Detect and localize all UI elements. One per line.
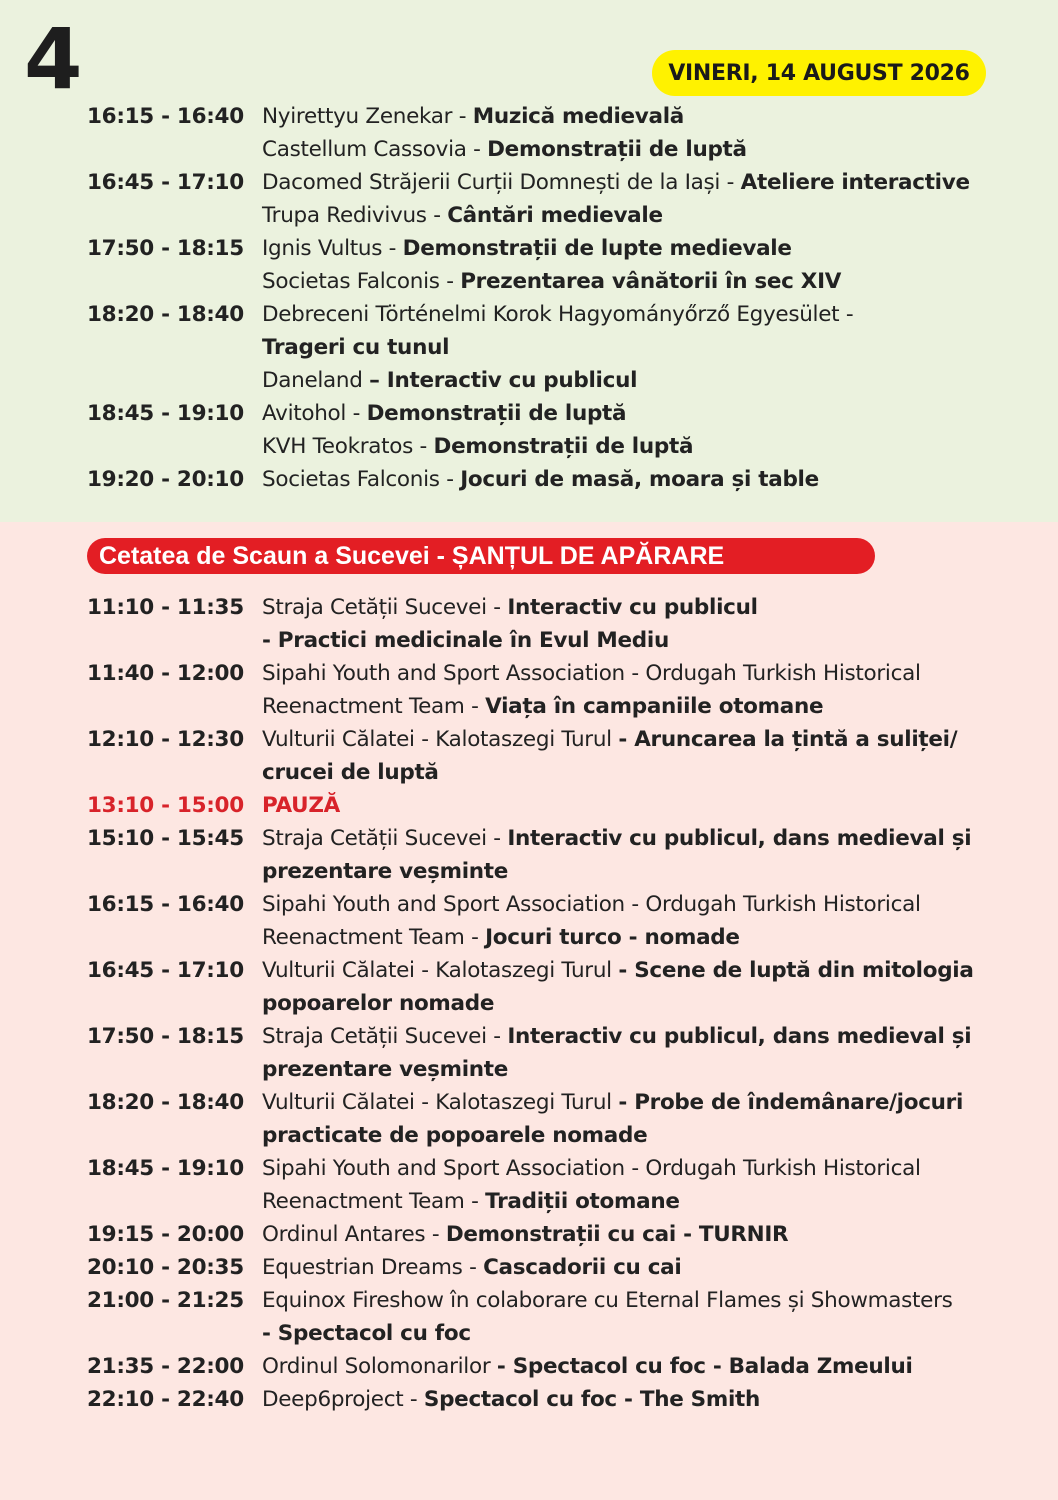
activity-name: Demonstrații de luptă	[366, 401, 627, 426]
activity-name: Muzică medievală	[472, 104, 684, 129]
activity-name: Prezentarea vânătorii în sec XIV	[460, 269, 842, 294]
activity-name: Cântări medievale	[447, 203, 663, 228]
performer-name: Societas Falconis -	[262, 269, 461, 294]
performer-name: Sipahi Youth and Sport Association - Ordugah Turkish Historical	[262, 892, 921, 917]
page-number: 4	[24, 10, 83, 108]
activity-name: - Scene de luptă din mitologia	[618, 958, 974, 983]
schedule-entry	[262, 756, 439, 789]
schedule-entry	[262, 364, 637, 397]
schedule-entry	[262, 1383, 760, 1416]
schedule-entry	[262, 855, 508, 888]
performer-name: Deep6project -	[262, 1387, 424, 1412]
schedule-entry	[262, 1350, 913, 1383]
activity-name: Interactiv cu publicul, dans medieval și	[507, 826, 972, 851]
schedule-entry	[262, 1317, 471, 1350]
performer-name: Equestrian Dreams -	[262, 1255, 484, 1280]
schedule-entry	[262, 463, 819, 496]
schedule-entry	[262, 265, 841, 298]
date-badge: VINERI, 14 AUGUST 2026	[652, 50, 986, 96]
schedule-entry	[262, 1218, 788, 1251]
activity-name: prezentare veșminte	[262, 859, 509, 884]
activity-name: Demonstrații de luptă	[487, 137, 747, 162]
performer-name: Ordinul Solomonarilor	[262, 1354, 497, 1379]
schedule-entry	[262, 397, 626, 430]
schedule-time: 11:10 - 11:35	[87, 595, 244, 620]
schedule-time: 17:50 - 18:15	[87, 1024, 244, 1049]
schedule-entry	[262, 133, 747, 166]
schedule-entry	[262, 657, 921, 690]
schedule-entry	[262, 723, 957, 756]
schedule-time: 17:50 - 18:15	[87, 236, 244, 261]
activity-name: Interactiv cu publicul	[507, 595, 758, 620]
performer-name: Castellum Cassovia -	[262, 137, 488, 162]
performer-name: Daneland	[262, 368, 370, 393]
schedule-entry	[262, 199, 663, 232]
performer-name: Straja Cetății Sucevei -	[262, 1024, 508, 1049]
schedule-entry	[262, 1251, 681, 1284]
performer-name: Vulturii Călatei - Kalotaszegi Turul	[262, 958, 619, 983]
schedule-entry	[262, 1053, 508, 1086]
schedule-time: 16:15 - 16:40	[87, 104, 244, 129]
performer-name: Sipahi Youth and Sport Association - Ordugah Turkish Historical	[262, 661, 921, 686]
activity-name: Spectacol cu foc - The Smith	[423, 1387, 761, 1412]
schedule-time: 19:15 - 20:00	[87, 1222, 244, 1247]
activity-name: - Practici medicinale în Evul Mediu	[262, 628, 669, 653]
schedule-entry	[262, 430, 693, 463]
schedule-time: 11:40 - 12:00	[87, 661, 244, 686]
schedule-entry	[262, 1020, 971, 1053]
performer-name: Avitohol -	[262, 401, 367, 426]
activity-name: PAUZĂ	[262, 793, 340, 818]
activity-name: - Spectacol cu foc	[262, 1321, 471, 1346]
performer-name: Ordinul Antares -	[262, 1222, 446, 1247]
activity-name: Interactiv cu publicul, dans medieval și	[507, 1024, 972, 1049]
performer-name: Trupa Redivivus -	[262, 203, 448, 228]
activity-name: Cascadorii cu cai	[483, 1255, 682, 1280]
schedule-time: 18:20 - 18:40	[87, 302, 244, 327]
schedule-entry	[262, 987, 494, 1020]
schedule-time: 16:45 - 17:10	[87, 170, 244, 195]
activity-name: Demonstrații cu cai - TURNIR	[445, 1222, 789, 1247]
performer-name: Sipahi Youth and Sport Association - Ordugah Turkish Historical	[262, 1156, 921, 1181]
performer-name: Reenactment Team -	[262, 925, 486, 950]
schedule-entry	[262, 690, 823, 723]
performer-name: Equinox Fireshow în colaborare cu Eternal Flames și Showmasters	[262, 1288, 953, 1313]
schedule-time: 15:10 - 15:45	[87, 826, 244, 851]
activity-name: Trageri cu tunul	[262, 335, 450, 360]
schedule-entry	[262, 624, 669, 657]
schedule-entry	[262, 1185, 680, 1218]
schedule-entry	[262, 591, 758, 624]
activity-name: Tradiții otomane	[485, 1189, 680, 1214]
schedule-entry	[262, 888, 921, 921]
schedule-entry	[262, 954, 974, 987]
schedule-time: 16:45 - 17:10	[87, 958, 244, 983]
schedule-entry	[262, 232, 792, 265]
schedule-time: 21:35 - 22:00	[87, 1354, 244, 1379]
schedule-time: 18:45 - 19:10	[87, 401, 244, 426]
activity-name: Demonstrații de lupte medievale	[402, 236, 792, 261]
activity-name: popoarelor nomade	[262, 991, 495, 1016]
activity-name: Jocuri turco - nomade	[485, 925, 740, 950]
performer-name: Vulturii Călatei - Kalotaszegi Turul	[262, 1090, 619, 1115]
schedule-entry	[262, 166, 970, 199]
activity-name: - Spectacol cu foc - Balada Zmeului	[496, 1354, 913, 1379]
schedule-entry	[262, 331, 449, 364]
performer-name: Societas Falconis -	[262, 467, 461, 492]
schedule-time: 19:20 - 20:10	[87, 467, 244, 492]
activity-name: Jocuri de masă, moara și table	[460, 467, 819, 492]
performer-name: Vulturii Călatei - Kalotaszegi Turul	[262, 727, 619, 752]
performer-name: Straja Cetății Sucevei -	[262, 826, 508, 851]
performer-name: Ignis Vultus -	[262, 236, 403, 261]
schedule-entry	[262, 1119, 647, 1152]
activity-name: Ateliere interactive	[740, 170, 970, 195]
schedule-entry	[262, 1284, 953, 1317]
schedule-entry	[262, 1086, 963, 1119]
performer-name: Nyirettyu Zenekar -	[262, 104, 473, 129]
activity-name: crucei de luptă	[262, 760, 439, 785]
activity-name: - Aruncarea la țintă a suliței/	[618, 727, 958, 752]
activity-name: - Probe de îndemânare/jocuri	[618, 1090, 964, 1115]
schedule-time: 22:10 - 22:40	[87, 1387, 244, 1412]
activity-name: – Interactiv cu publicul	[369, 368, 638, 393]
schedule-entry	[262, 921, 740, 954]
performer-name: Reenactment Team -	[262, 694, 486, 719]
activity-name: Viața în campaniile otomane	[485, 694, 824, 719]
performer-name: Straja Cetății Sucevei -	[262, 595, 508, 620]
activity-name: Demonstrații de luptă	[433, 434, 694, 459]
performer-name: KVH Teokratos -	[262, 434, 434, 459]
performer-name: Reenactment Team -	[262, 1189, 486, 1214]
venue-banner: Cetatea de Scaun a Sucevei - ȘANȚUL DE APĂRARE	[87, 538, 875, 574]
schedule-entry	[262, 298, 853, 331]
performer-name: Dacomed Străjerii Curții Domnești de la Iași -	[262, 170, 741, 195]
schedule-entry	[262, 100, 684, 133]
activity-name: practicate de popoarele nomade	[262, 1123, 648, 1148]
schedule-entry	[262, 1152, 921, 1185]
schedule-time: 18:45 - 19:10	[87, 1156, 244, 1181]
performer-name: Debreceni Történelmi Korok Hagyományőrző Egyesület -	[262, 302, 854, 327]
schedule-time: 13:10 - 15:00	[87, 793, 244, 818]
schedule-entry	[262, 789, 340, 822]
schedule-time: 21:00 - 21:25	[87, 1288, 244, 1313]
schedule-entry	[262, 822, 971, 855]
schedule-time: 16:15 - 16:40	[87, 892, 244, 917]
schedule-time: 18:20 - 18:40	[87, 1090, 244, 1115]
schedule-time: 20:10 - 20:35	[87, 1255, 244, 1280]
activity-name: prezentare veșminte	[262, 1057, 509, 1082]
schedule-time: 12:10 - 12:30	[87, 727, 244, 752]
